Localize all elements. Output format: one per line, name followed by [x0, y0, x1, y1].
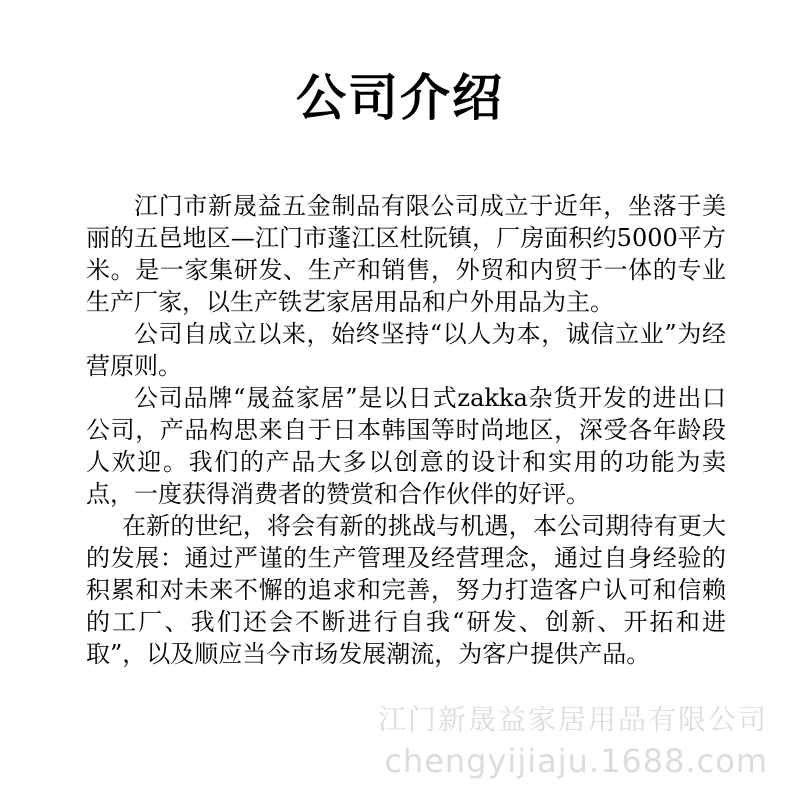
paragraph-business-principle: 公司自成立以来，始终坚持“以人为本，诚信立业”为经营原则。 — [86, 320, 726, 380]
watermark-url: chengyijiaju.1688.com — [384, 742, 768, 780]
paragraph-company-overview: 江门市新晟益五金制品有限公司成立于近年，坐落于美丽的五邑地区—江门市蓬江区杜阮镇，厂房面积约5000平方米。是一家集研发、生产和销售，外贸和内贸于一体的专业生产厂家，以生产铁艺家居用品和户外用品为主。 — [86, 192, 726, 316]
page-title: 公司介绍 — [296, 68, 504, 127]
watermark-company-name: 江门新晟益家居用品有限公司 — [377, 703, 768, 736]
company-intro-text — [86, 190, 726, 670]
paragraph-brand: 公司品牌“晟益家居”是以日式zakka杂货开发的进出口公司，产品构思来自于日本韩国等时尚地区，深受各年龄段人欢迎。我们的产品大多以创意的设计和实用的功能为卖点，一度获得消费者的赞赏和合作伙伴的好评。 — [86, 384, 726, 508]
paragraph-future-development: 在新的世纪，将会有新的挑战与机遇，本公司期待有更大的发展：通过严谨的生产管理及经营理念，通过自身经验的积累和对未来不懈的追求和完善，努力打造客户认可和信赖的工厂、我们还会不断进行自我“研发、创新、开拓和进取”，以及顺应当今市场发展潮流，为客户提供产品。 — [86, 512, 726, 668]
